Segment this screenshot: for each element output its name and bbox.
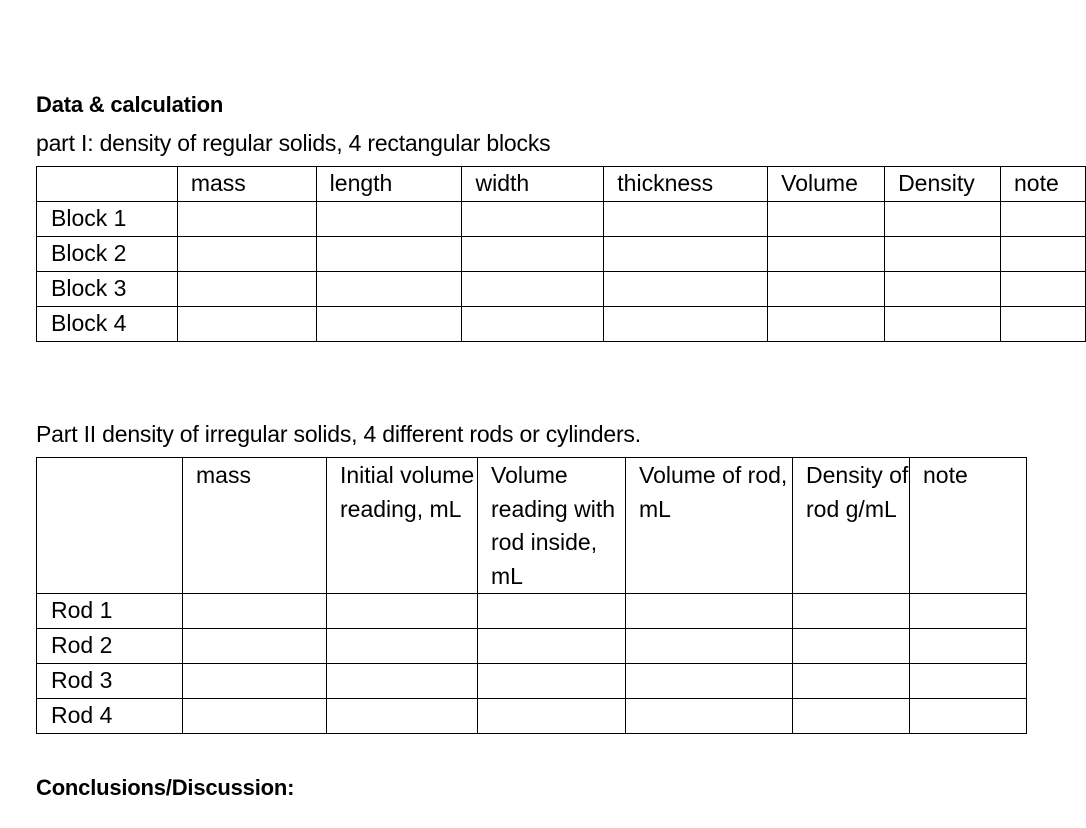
header-cell (37, 167, 178, 202)
data-cell[interactable] (316, 307, 462, 342)
data-cell[interactable] (626, 629, 793, 664)
data-cell[interactable] (177, 237, 316, 272)
header-cell-note: note (1000, 167, 1085, 202)
data-cell[interactable] (910, 629, 1027, 664)
data-cell[interactable] (910, 699, 1027, 734)
data-cell[interactable] (604, 237, 768, 272)
data-cell[interactable] (1000, 272, 1085, 307)
data-cell[interactable] (885, 307, 1001, 342)
data-cell[interactable] (604, 272, 768, 307)
table-row (37, 272, 1086, 307)
header-cell-initial-volume: Initial volume reading, mL (327, 458, 478, 594)
data-cell[interactable] (793, 699, 910, 734)
data-cell[interactable] (626, 664, 793, 699)
data-cell[interactable] (910, 664, 1027, 699)
data-cell[interactable] (177, 272, 316, 307)
table-row (37, 594, 1027, 629)
data-cell[interactable] (478, 629, 626, 664)
table-row (37, 629, 1027, 664)
header-cell-note: note (910, 458, 1027, 594)
data-cell[interactable] (768, 307, 885, 342)
header-cell-mass: mass (183, 458, 327, 594)
data-cell[interactable] (793, 594, 910, 629)
row-label: Block 1 (37, 202, 178, 237)
data-cell[interactable] (1000, 237, 1085, 272)
part1-table (36, 166, 1086, 342)
row-label: Block 3 (37, 272, 178, 307)
data-cell[interactable] (604, 307, 768, 342)
table-row (37, 307, 1086, 342)
data-cell[interactable] (768, 202, 885, 237)
data-cell[interactable] (885, 202, 1001, 237)
data-cell[interactable] (604, 202, 768, 237)
table-row (37, 202, 1086, 237)
data-cell[interactable] (793, 629, 910, 664)
header-cell-length: length (316, 167, 462, 202)
data-cell[interactable] (478, 699, 626, 734)
header-cell-width: width (462, 167, 604, 202)
table-row (37, 237, 1086, 272)
data-cell[interactable] (885, 272, 1001, 307)
row-label: Rod 1 (37, 594, 183, 629)
data-cell[interactable] (177, 202, 316, 237)
part1-caption: part I: density of regular solids, 4 rectangular blocks (36, 130, 551, 156)
data-cell[interactable] (316, 202, 462, 237)
data-cell[interactable] (183, 594, 327, 629)
data-cell[interactable] (462, 202, 604, 237)
header-cell-thickness: thickness (604, 167, 768, 202)
data-cell[interactable] (327, 594, 478, 629)
header-cell-mass: mass (177, 167, 316, 202)
table-header-row (37, 458, 1027, 594)
header-cell-density-of-rod: Density of rod g/mL (793, 458, 910, 594)
header-cell (37, 458, 183, 594)
data-cell[interactable] (183, 699, 327, 734)
table-row (37, 664, 1027, 699)
header-cell-volume: Volume (768, 167, 885, 202)
header-cell-volume-with-rod: Volume reading with rod inside, mL (478, 458, 626, 594)
header-cell-density: Density (885, 167, 1001, 202)
data-cell[interactable] (910, 594, 1027, 629)
header-cell-volume-of-rod: Volume of rod, mL (626, 458, 793, 594)
data-cell[interactable] (1000, 202, 1085, 237)
row-label: Block 4 (37, 307, 178, 342)
data-cell[interactable] (768, 272, 885, 307)
conclusion-title: Conclusions/Discussion: (36, 775, 295, 800)
data-cell[interactable] (626, 699, 793, 734)
data-cell[interactable] (327, 629, 478, 664)
part2-table (36, 457, 1027, 734)
data-cell[interactable] (177, 307, 316, 342)
section-title: Data & calculation (36, 92, 224, 117)
data-cell[interactable] (316, 272, 462, 307)
data-cell[interactable] (327, 699, 478, 734)
row-label: Rod 2 (37, 629, 183, 664)
data-cell[interactable] (478, 664, 626, 699)
part2-caption: Part II density of irregular solids, 4 different rods or cylinders. (36, 421, 641, 447)
data-cell[interactable] (885, 237, 1001, 272)
row-label: Rod 3 (37, 664, 183, 699)
row-label: Rod 4 (37, 699, 183, 734)
data-cell[interactable] (768, 237, 885, 272)
data-cell[interactable] (626, 594, 793, 629)
data-cell[interactable] (183, 664, 327, 699)
data-cell[interactable] (316, 237, 462, 272)
data-cell[interactable] (478, 594, 626, 629)
data-cell[interactable] (793, 664, 910, 699)
data-cell[interactable] (462, 237, 604, 272)
table-row (37, 699, 1027, 734)
data-cell[interactable] (462, 307, 604, 342)
data-cell[interactable] (327, 664, 478, 699)
data-cell[interactable] (462, 272, 604, 307)
data-cell[interactable] (1000, 307, 1085, 342)
row-label: Block 2 (37, 237, 178, 272)
data-cell[interactable] (183, 629, 327, 664)
table-header-row (37, 167, 1086, 202)
